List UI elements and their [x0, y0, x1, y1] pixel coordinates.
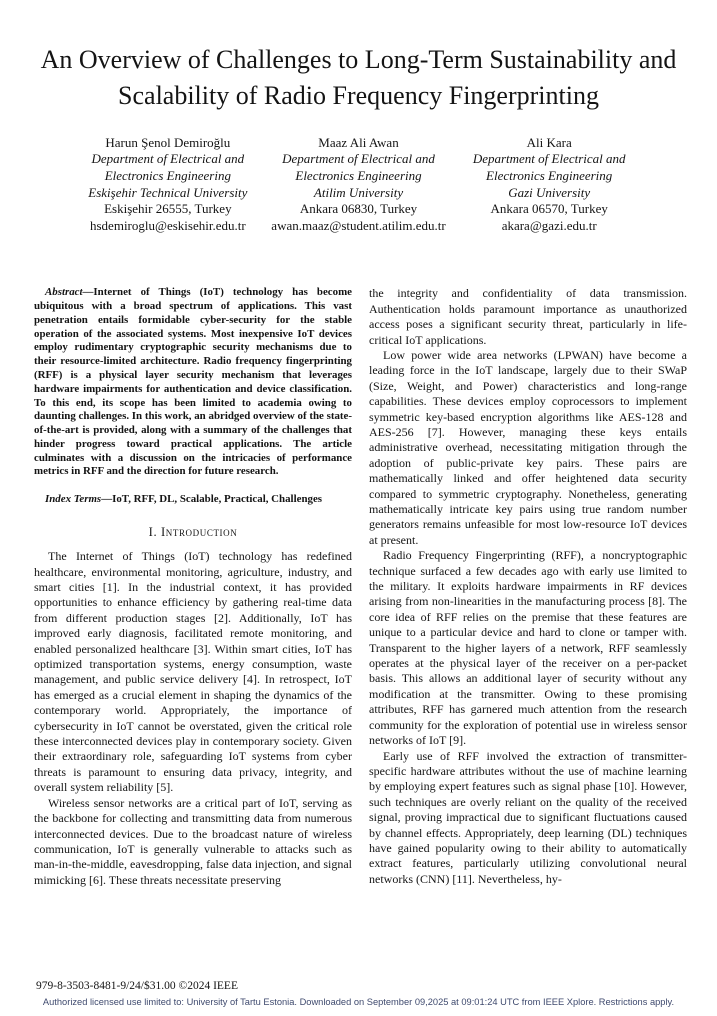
- abstract-paragraph: [34, 286, 352, 479]
- abstract-label: Abstract: [45, 286, 83, 299]
- body-paragraph: Low power wide area networks (LPWAN) have become a leading force in the IoT landscape, largely due to their SWaP (Size, Weight, and Power) characteristics and long-range capabilities. These devices employ coprocessors to implement symmetric key-based encryption algorithms like AES-128 and AES-256 [7]. However, managing these keys entails administrative overhead, necessitating mitigation through the adoption of public-private key pairs. These pairs are mathematically linked and offer heightened data security compared to symmetric cryptography. Nonetheless, generating mathematically intricate key pairs using true random number generators remains unfeasible for most low-resource IoT devices at present.: [369, 347, 687, 547]
- author-name: Ali Kara: [526, 134, 572, 150]
- author-name: Maaz Ali Awan: [318, 134, 399, 150]
- author-block-1: [73, 135, 264, 235]
- author-department-line1: Department of Electrical and: [472, 151, 626, 167]
- author-department-line2: Electronics Engineering: [104, 167, 231, 183]
- body-paragraph: The Internet of Things (IoT) technology has redefined healthcare, environmental monitoring, agriculture, industry, and smart cities [1]. In the industrial context, it has provided opportunities to enhance efficiency by gathering real-time data from different production stages [2]. Additionally, IoT has improved early diagnosis, facilitated remote monitoring, and enabled personalized healthcare [3]. Within smart cities, IoT has optimized transportation systems, energy consumption, waste management, and public service delivery [4]. In retrospect, IoT has emerged as a crucial element in shaping the dynamics of the contemporary world. Appropriately, the importance of cybersecurity in IoT cannot be overstated, given the critical role these interconnected devices play in contemporary society. Given their extraordinary role, safeguarding IoT systems from cyber threats is paramount to ensuring data privacy, integrity, and overall system reliability [5].: [34, 549, 352, 795]
- index-terms-text: —IoT, RFF, DL, Scalable, Practical, Challenges: [101, 493, 323, 506]
- ieee-xplore-license-stamp: Authorized licensed use limited to: University of Tartu Estonia. Downloaded on September 09,2025 at 09:01:24 UTC from IEEE Xplore. Restrictions apply.: [42, 997, 675, 1007]
- author-email: hsdemiroglu@eskisehir.edu.tr: [90, 217, 246, 233]
- index-terms-paragraph: [34, 493, 352, 507]
- author-department-line2: Electronics Engineering: [295, 167, 422, 183]
- author-address: Ankara 06570, Turkey: [490, 201, 608, 217]
- index-terms-label: Index Terms: [45, 493, 102, 506]
- author-department-line1: Department of Electrical and: [91, 151, 245, 167]
- author-block-2: [263, 135, 454, 235]
- body-paragraph: the integrity and confidentiality of data transmission. Authentication holds paramount importance as unauthorized access poses a significant security threat, particularly in life-critical IoT applications.: [369, 286, 687, 347]
- author-block-3: [454, 135, 645, 235]
- author-address: Ankara 06830, Turkey: [299, 201, 418, 217]
- author-email: akara@gazi.edu.tr: [501, 217, 597, 233]
- author-email: awan.maaz@student.atilim.edu.tr: [271, 217, 446, 233]
- author-university: Atilim University: [313, 184, 404, 200]
- author-department-line1: Department of Electrical and: [282, 151, 435, 167]
- abstract-text: —Internet of Things (IoT) technology has become ubiquitous with a broad spectrum of applications. This vast penetration entails formidable cyber-security for the stable operation of the associated systems. Most inexpensive IoT devices employ rudimentary cryptographic security mechanisms due to their resource-limited architecture. Radio frequency fingerprinting (RFF) is a physical layer security mechanism that leverages hardware impairments for authentication and device classification. To this end, its scope has been limited to academia owing to daunting challenges. In this work, an abridged overview of the state-of-the-art is provided, along with a summary of the challenges that hinder progress toward practical applications. The article culminates with a discussion on the intricacies of performance metrics in RFF and the direction for future research.: [34, 286, 352, 478]
- right-column: [369, 286, 687, 888]
- author-university: Gazi University: [508, 184, 591, 200]
- section-heading-introduction: I. Introduction: [148, 525, 238, 540]
- author-department-line2: Electronics Engineering: [486, 167, 613, 183]
- page-title: An Overview of Challenges to Long-Term Sustainability and Scalability of Radio Frequency Fingerprinting: [40, 45, 677, 110]
- two-column-body: [0, 286, 717, 888]
- body-paragraph: Wireless sensor networks are a critical part of IoT, serving as the backbone for collecting and transmitting data from numerous interconnected devices. Due to the broadcast nature of wireless communication, IoT is generally vulnerable to attacks such as man-in-the-middle, eavesdropping, false data injection, and signal mimicking [6]. These threats necessitate preserving: [34, 795, 352, 887]
- author-address: Eskişehir 26555, Turkey: [104, 201, 232, 217]
- body-paragraph: Early use of RFF involved the extraction of transmitter-specific hardware attributes without the use of machine learning by employing expert features such as signal phase [10]. However, such techniques are overly reliant on the quality of the received signal, proving impractical due to significant fluctuations caused by channel effects. Appropriately, deep learning (DL) techniques have gained popularity owing to their ability to automatically extract features, particularly utilizing convolutional neural networks (CNN) [11]. Nevertheless, hy-: [369, 748, 687, 886]
- authors-row: [73, 135, 645, 235]
- author-name: Harun Şenol Demiroğlu: [105, 134, 231, 150]
- left-column: [34, 286, 352, 888]
- author-university: Eskişehir Technical University: [88, 184, 248, 200]
- footer-copyright: 979-8-3503-8481-9/24/$31.00 ©2024 IEEE: [36, 980, 238, 992]
- body-paragraph: Radio Frequency Fingerprinting (RFF), a noncryptographic technique surfaced a few decades ago with early use limited to the military. It exploits hardware impairments in RF devices arising from non-linearities in the manufacturing process [8]. The core idea of RFF relies on the premise that these features are unique to a particular device and hard to clone or tamper with. Transparent to the higher layers of a network, RFF seamlessly operates at the physical layer of the receiver on a per-packet basis. This allows an additional layer of security without any modification at the transmitter. Owing to these promising attributes, RFF has garnered much attention from the research community for the exploration of potential use in wireless sensor networks of IoT [9].: [369, 548, 687, 748]
